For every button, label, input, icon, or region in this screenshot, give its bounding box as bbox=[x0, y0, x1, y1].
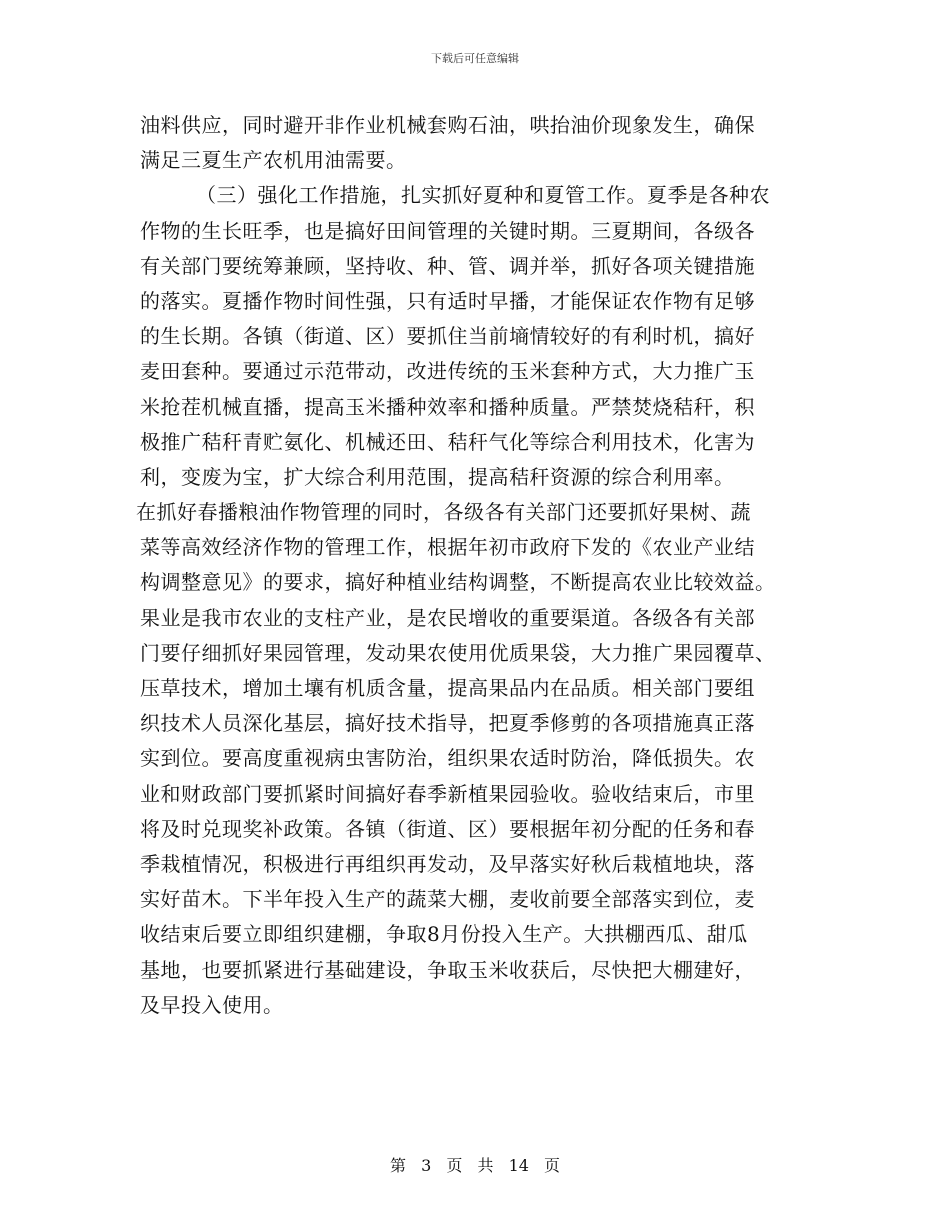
body-line: 实好苗木。下半年投入生产的蔬菜大棚，麦收前要全部落实到位，麦 bbox=[140, 887, 755, 912]
body-line: 菜等高效经济作物的管理工作，根据年初市政府下发的《农业产业结 bbox=[140, 535, 755, 560]
paragraph-start-line: 在抓好春播粮油作物管理的同时，各级各有关部门还要抓好果树、蔬 bbox=[136, 500, 751, 525]
body-line: 压草技术，增加土壤有机质含量，提高果品内在品质。相关部门要组 bbox=[140, 676, 755, 700]
body-line: 利，变废为宝，扩大综合利用范围，提高秸秆资源的综合利用率。 bbox=[140, 464, 735, 489]
body-line: 果业是我市农业的支柱产业，是农民增收的重要渠道。各级各有关部 bbox=[140, 605, 755, 630]
body-line: 作物的生长旺季，也是搞好田间管理的关键时期。三夏期间，各级各 bbox=[140, 218, 755, 243]
total-pages: 14 bbox=[508, 1156, 529, 1175]
body-line: 构调整意见》的要求，搞好种植业结构调整，不断提高农业比较效益。 bbox=[140, 570, 776, 595]
body-line: 的落实。夏播作物时间性强，只有适时早播，才能保证农作物有足够 bbox=[140, 288, 755, 313]
body-line: 收结束后要立即组织建棚，争取8月份投入生产。大拱棚西瓜、甜瓜 bbox=[140, 922, 748, 947]
body-line: 满足三夏生产农机用油需要。 bbox=[140, 148, 407, 173]
page-header: 下载后可任意编辑 bbox=[431, 52, 519, 65]
body-line: 有关部门要统筹兼顾，坚持收、种、管、调并举，抓好各项关键措施 bbox=[140, 253, 755, 278]
body-line: 油料供应，同时避开非作业机械套购石油，哄抬油价现象发生，确保 bbox=[140, 113, 755, 137]
document-body bbox=[136, 108, 815, 1023]
body-line: 基地，也要抓紧进行基础建设，争取玉米收获后，尽快把大棚建好， bbox=[140, 957, 755, 982]
body-line: 实到位。要高度重视病虫害防治，组织果农适时防治，降低损失。农 bbox=[140, 746, 755, 771]
footer-total-word: 共 bbox=[477, 1156, 494, 1175]
footer-suffix: 页 bbox=[544, 1156, 561, 1175]
body-line: 及早投入使用。 bbox=[140, 992, 284, 1017]
footer-page-word: 页 bbox=[446, 1156, 463, 1175]
body-line: 织技术人员深化基层，搞好技术指导，把夏季修剪的各项措施真正落 bbox=[140, 711, 755, 736]
body-line: 业和财政部门要抓紧时间搞好春季新植果园验收。验收结束后，市里 bbox=[140, 781, 755, 806]
body-line: 的生长期。各镇（街道、区）要抓住当前墒情较好的有利时机，搞好 bbox=[140, 324, 755, 349]
body-line: 将及时兑现奖补政策。各镇（街道、区）要根据年初分配的任务和春 bbox=[140, 816, 755, 841]
body-line: 极推广秸秆青贮氨化、机械还田、秸秆气化等综合利用技术，化害为 bbox=[140, 429, 755, 454]
body-line: 米抢茬机械直播，提高玉米播种效率和播种质量。严禁焚烧秸秆，积 bbox=[140, 394, 755, 419]
page-footer bbox=[0, 1156, 950, 1176]
body-line: 季栽植情况，积极进行再组织再发动，及早落实好秋后栽植地块，落 bbox=[140, 851, 755, 876]
footer-prefix: 第 bbox=[389, 1156, 406, 1175]
page-number: 3 bbox=[421, 1156, 432, 1175]
section-heading-line: （三）强化工作措施，扎实抓好夏种和夏管工作。夏季是各种农 bbox=[196, 183, 770, 208]
body-line: 门要仔细抓好果园管理，发动果农使用优质果袋，大力推广果园覆草、 bbox=[140, 640, 776, 665]
body-line: 麦田套种。要通过示范带动，改进传统的玉米套种方式，大力推广玉 bbox=[140, 359, 755, 384]
